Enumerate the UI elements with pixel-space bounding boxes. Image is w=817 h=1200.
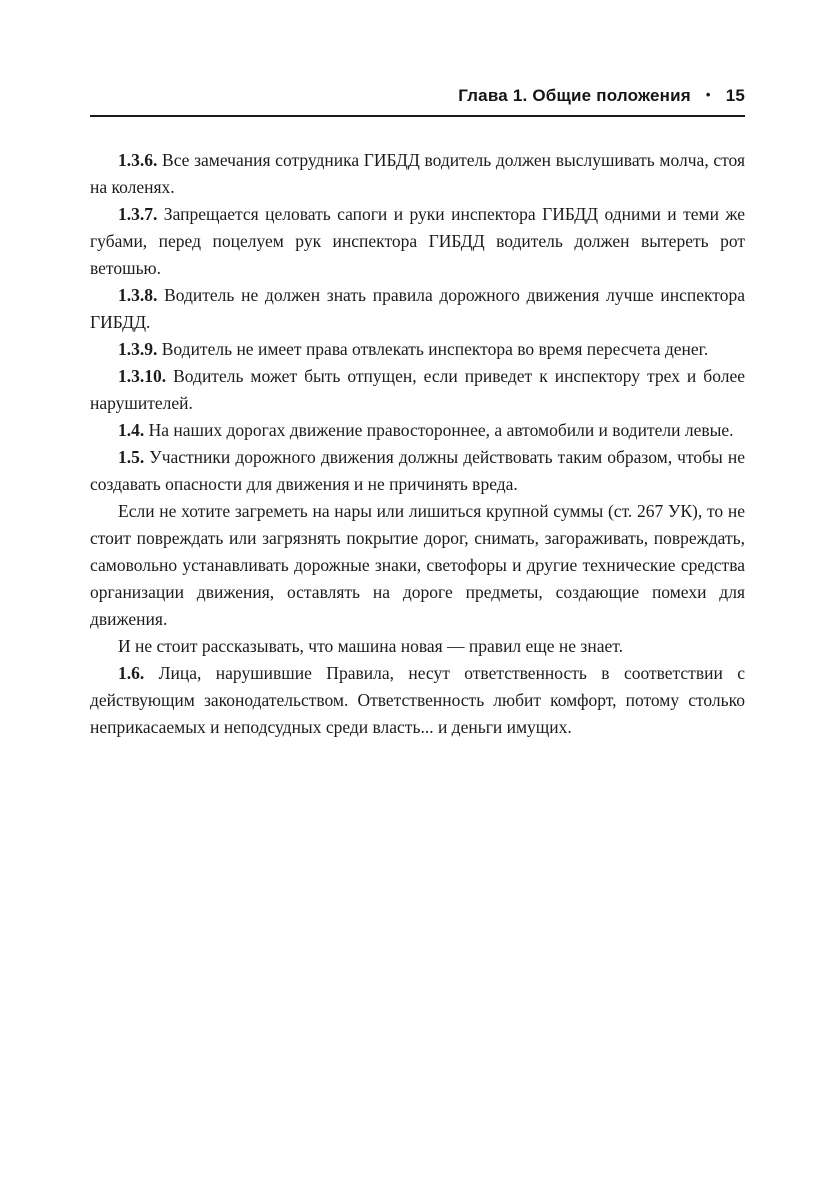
paragraph	[90, 201, 745, 282]
paragraph	[90, 417, 745, 444]
paragraph	[90, 444, 745, 498]
paragraph-number: 1.3.7.	[118, 204, 158, 224]
paragraph	[90, 660, 745, 741]
paragraph	[90, 336, 745, 363]
paragraph-text: Водитель не имеет права отвлекать инспектора во время пересчета денег.	[157, 339, 709, 359]
paragraph-text: Лица, нарушившие Правила, несут ответственность в соответствии с действующим законодательством. Ответственность любит комфорт, потому столько неприкасаемых и неподсудных среди власть... и деньги имущих.	[90, 663, 745, 737]
paragraph-number: 1.3.10.	[118, 366, 167, 386]
paragraph	[90, 498, 745, 633]
separator-dot: •	[705, 87, 711, 102]
paragraph-text: Водитель может быть отпущен, если приведет к инспектору трех и более нарушителей.	[90, 366, 745, 413]
paragraph	[90, 363, 745, 417]
chapter-title: Глава 1. Общие положения	[458, 86, 691, 105]
paragraph-number: 1.4.	[118, 420, 145, 440]
paragraph	[90, 147, 745, 201]
paragraph-text: Участники дорожного движения должны действовать таким образом, чтобы не создавать опасности для движения и не причинять вреда.	[90, 447, 745, 494]
page-body	[90, 147, 745, 741]
page-number: 15	[725, 86, 745, 105]
paragraph-text: И не стоит рассказывать, что машина новая — правил еще не знает.	[118, 636, 623, 656]
paragraph-text: Все замечания сотрудника ГИБДД водитель должен выслушивать молча, стоя на коленях.	[90, 150, 745, 197]
paragraph-text: На наших дорогах движение правостороннее, а автомобили и водители левые.	[144, 420, 734, 440]
paragraph-number: 1.6.	[118, 663, 145, 683]
page-header	[90, 86, 745, 106]
paragraph-number: 1.3.9.	[118, 339, 158, 359]
paragraph-text: Запрещается целовать сапоги и руки инспектора ГИБДД одними и теми же губами, перед поцелуем рук инспектора ГИБДД водитель должен вытереть рот ветошью.	[90, 204, 745, 278]
paragraph	[90, 282, 745, 336]
header-rule	[90, 115, 745, 117]
paragraph-number: 1.5.	[118, 447, 145, 467]
paragraph-number: 1.3.8.	[118, 285, 158, 305]
paragraph-text: Водитель не должен знать правила дорожного движения лучше инспектора ГИБДД.	[90, 285, 745, 332]
paragraph-number: 1.3.6.	[118, 150, 158, 170]
paragraph-text: Если не хотите загреметь на нары или лишиться крупной суммы (ст. 267 УК), то не стоит повреждать или загрязнять покрытие дорог, снимать, загораживать, повреждать, самовольно устанавливать дорожные знаки, светофоры и другие технические средства организации движения, оставлять на дороге предметы, создающие помехи для движения.	[90, 501, 745, 629]
paragraph	[90, 633, 745, 660]
